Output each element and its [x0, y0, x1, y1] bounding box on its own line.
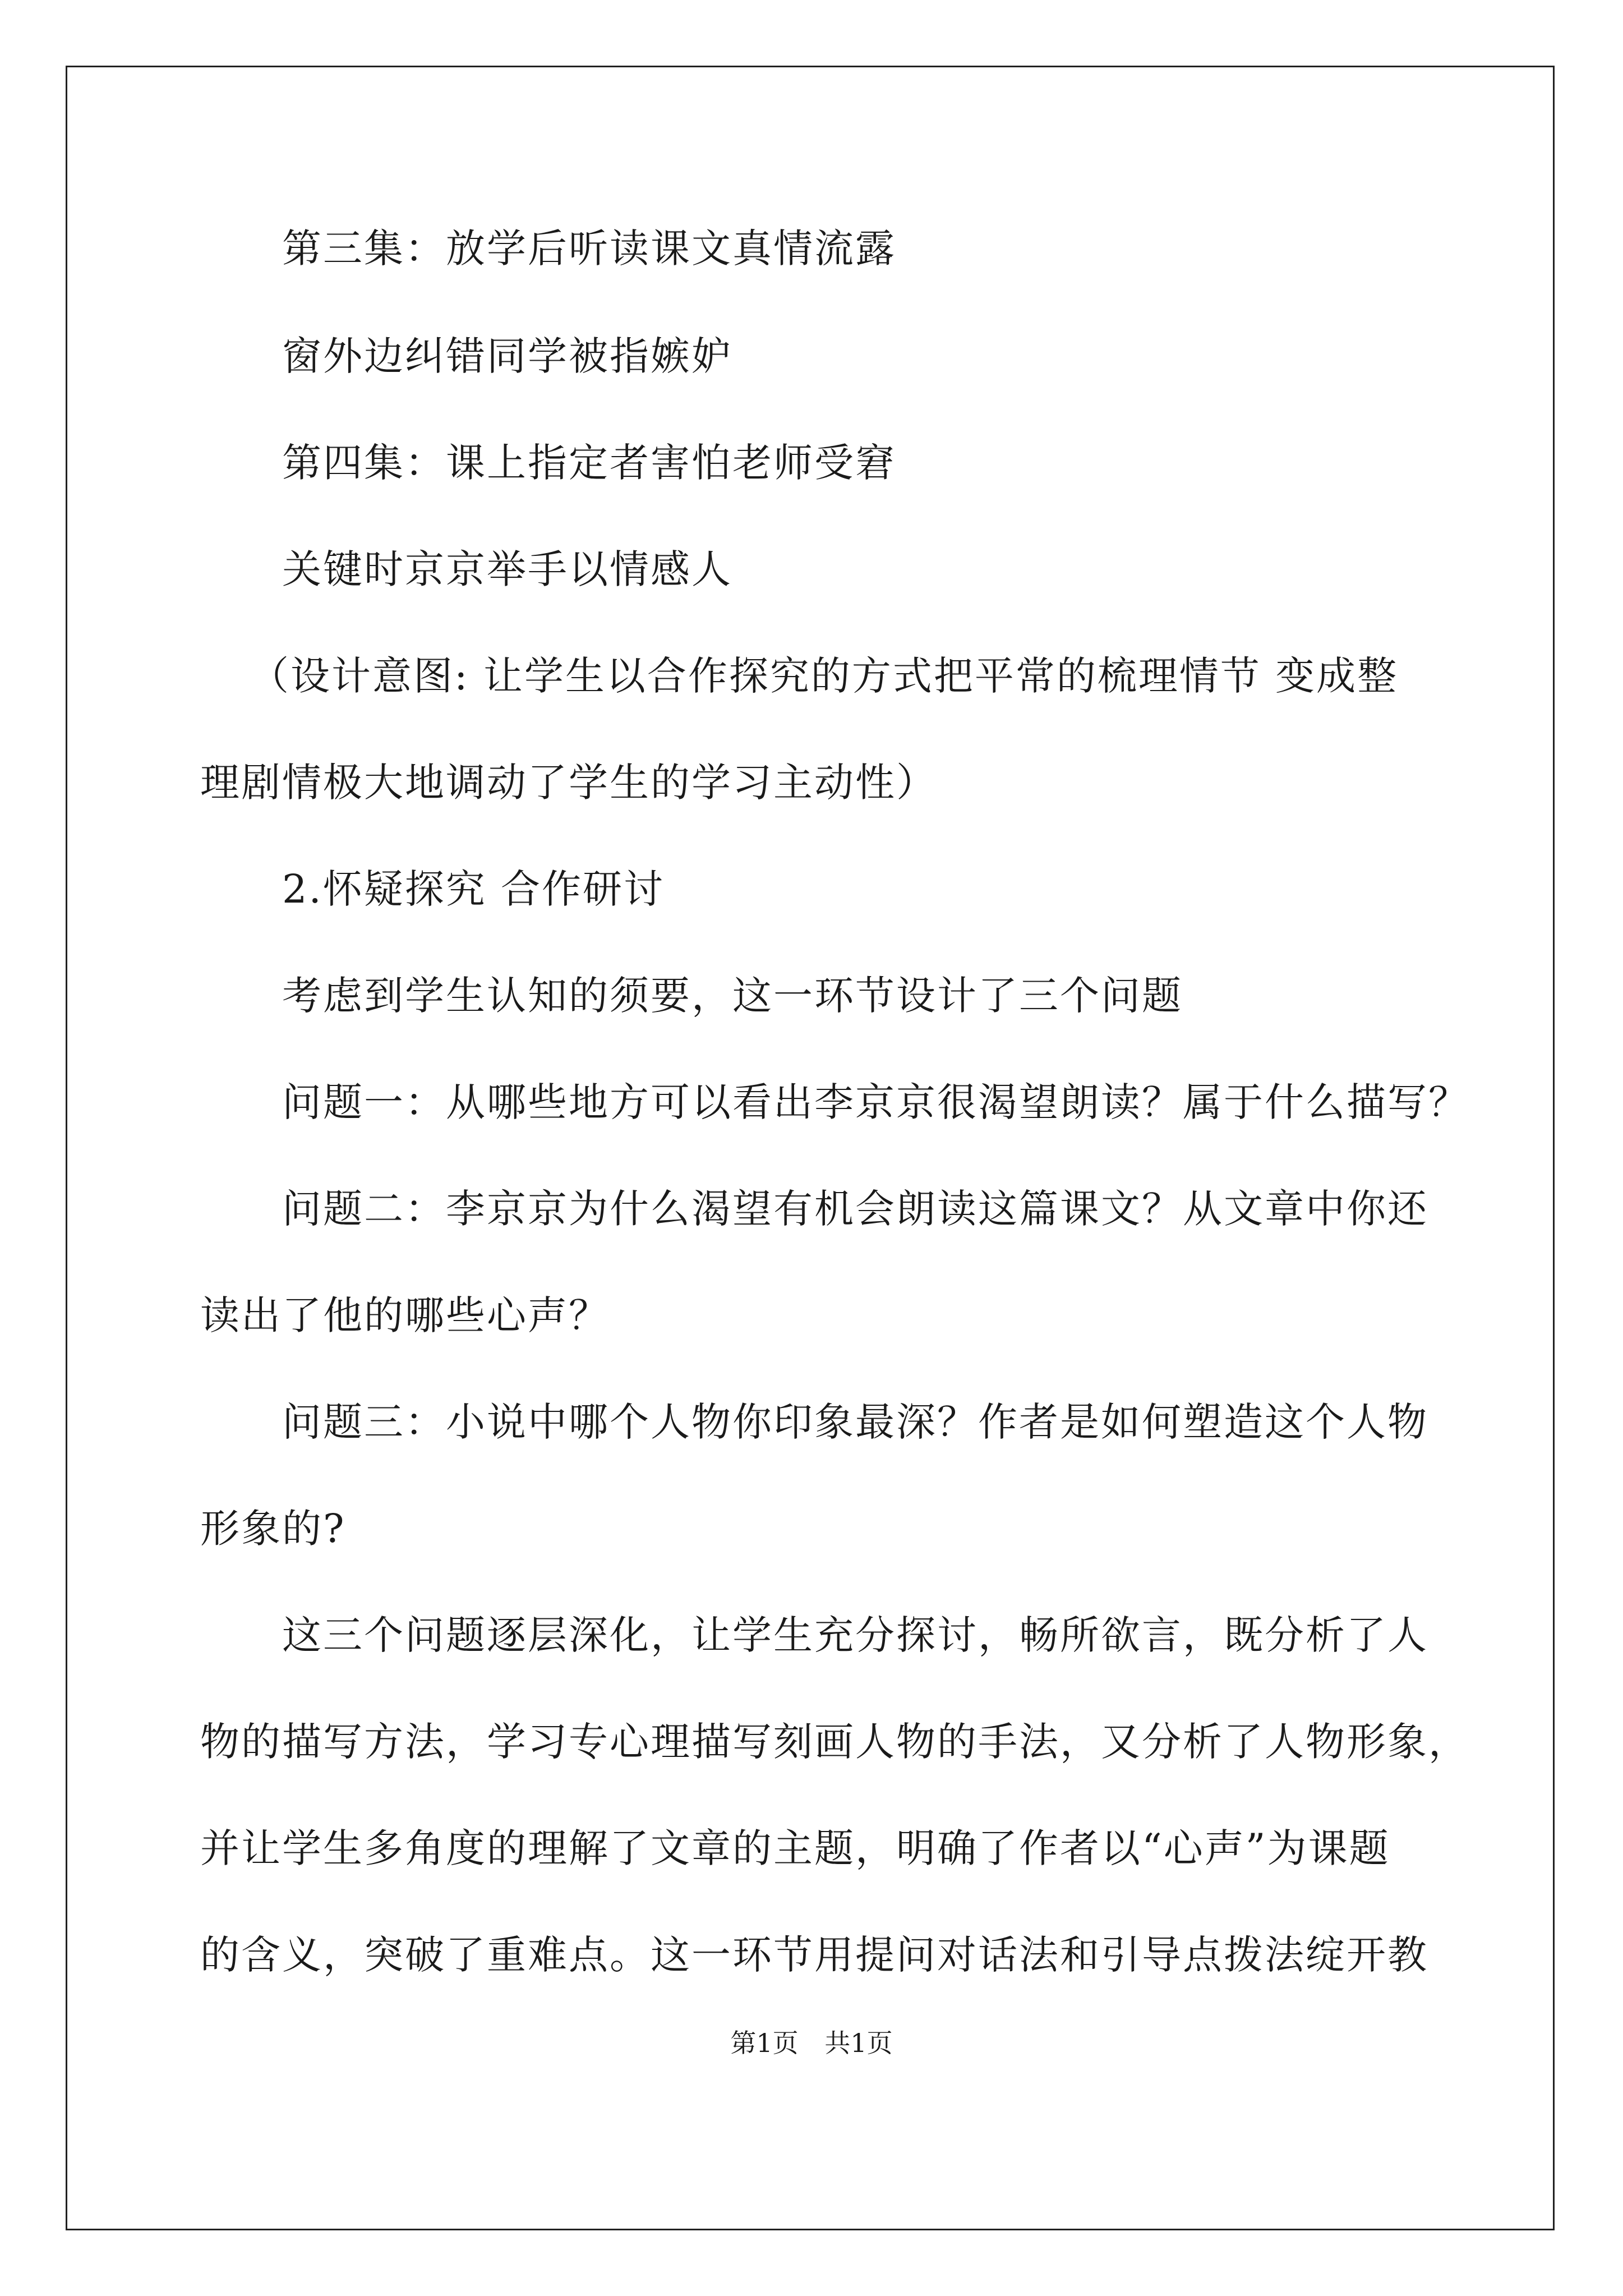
text-line: 考虑到学生认知的须要，这一环节设计了三个问题: [282, 973, 1183, 1019]
page-number: 第1页: [730, 2028, 799, 2058]
text-line: （设计意图: 让学生以合作探究的方式把平常的梳理情节 变成整: [250, 653, 1399, 699]
text-line: 第四集：课上指定者害怕老师受窘: [282, 440, 896, 486]
text-line: 的含义，突破了重难点。这一环节用提问对话法和引导点拨法绽开教: [200, 1932, 1428, 1978]
text-line: 这三个问题逐层深化，让学生充分探讨，畅所欲言，既分析了人: [282, 1612, 1428, 1658]
text-line: 物的描写方法，学习专心理描写刻画人物的手法，又分析了人物形象，: [200, 1719, 1469, 1765]
text-line: 形象的?: [200, 1506, 346, 1552]
page-total: 共1页: [824, 2028, 893, 2058]
text-line: 读出了他的哪些心声？: [200, 1292, 610, 1338]
text-line: 理剧情极大地调动了学生的学习主动性）: [200, 760, 937, 806]
page-footer: [0, 2026, 1623, 2060]
text-line: 第三集：放学后听读课文真情流露: [282, 226, 896, 272]
question-line: 问题三：小说中哪个人物你印象最深？作者是如何塑造这个人物: [282, 1399, 1428, 1445]
question-line: 问题二：李京京为什么渴望有机会朗读这篇课文？从文章中你还: [282, 1186, 1428, 1232]
text-line: 并让学生多角度的理解了文章的主题，明确了作者以“心声”为课题: [200, 1825, 1390, 1871]
text-line: 窗外边纠错同学被指嫉妒: [282, 333, 732, 379]
section-heading: 2.怀疑探究 合作研讨: [282, 866, 665, 912]
question-line: 问题一：从哪些地方可以看出李京京很渴望朗读？属于什么描写？: [282, 1079, 1469, 1125]
page-border: [66, 66, 1555, 2230]
text-line: 关键时京京举手以情感人: [282, 546, 732, 592]
